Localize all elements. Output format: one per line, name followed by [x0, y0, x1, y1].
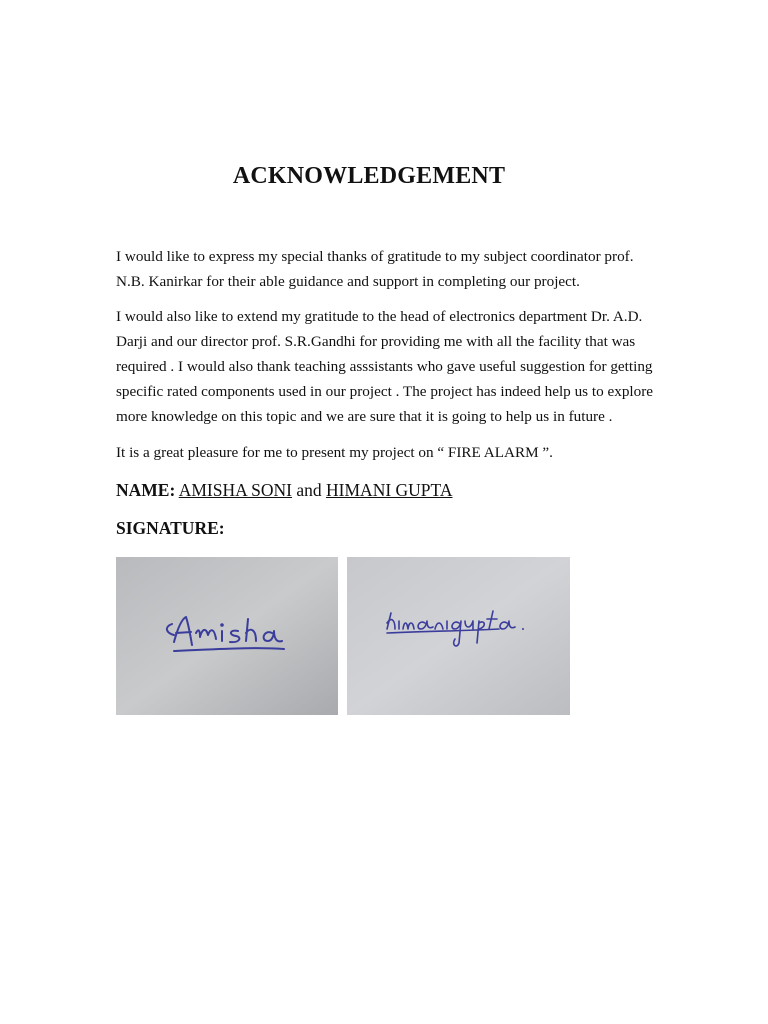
name-label: NAME: [116, 480, 176, 500]
paragraph-line: I would like to express my special thanks of gratitude to my subject coordinator prof. [116, 248, 634, 265]
paragraph-line: N.B. Kanirkar for their able guidance and support in completing our project. [116, 273, 580, 290]
document-title: ACKNOWLEDGEMENT [232, 163, 506, 189]
author-name-1: AMISHA SONI [178, 480, 292, 500]
paragraph-line: Darji and our director prof. S.R.Gandhi for providing me with all the facility that was [116, 333, 636, 350]
signature-image-himani [347, 557, 570, 715]
paragraph-line: more knowledge on this topic and we are sure that it is going to help us in future . [116, 408, 613, 425]
signature-photo [116, 557, 338, 715]
signature-image-amisha [116, 557, 338, 715]
name-joiner: and [296, 480, 322, 500]
author-name-2: HIMANI GUPTA [326, 480, 453, 500]
paragraph-line: I would also like to extend my gratitude to the head of electronics department Dr. A.D. [116, 308, 643, 325]
paragraph-line: required . I would also thank teaching asssistants who gave useful suggestion for getting [116, 358, 653, 375]
name-row [116, 478, 452, 502]
paragraph-line: It is a great pleasure for me to present my project on “ FIRE ALARM ”. [116, 444, 553, 461]
signature-label: SIGNATURE: [116, 518, 225, 538]
paragraph-pleasure [116, 440, 676, 465]
paragraph-line: specific rated components used in our project . The project has indeed help us to explore [116, 383, 654, 400]
signature-photo [347, 557, 570, 715]
paragraph-thanks [116, 244, 676, 294]
paragraph-gratitude [116, 304, 676, 429]
